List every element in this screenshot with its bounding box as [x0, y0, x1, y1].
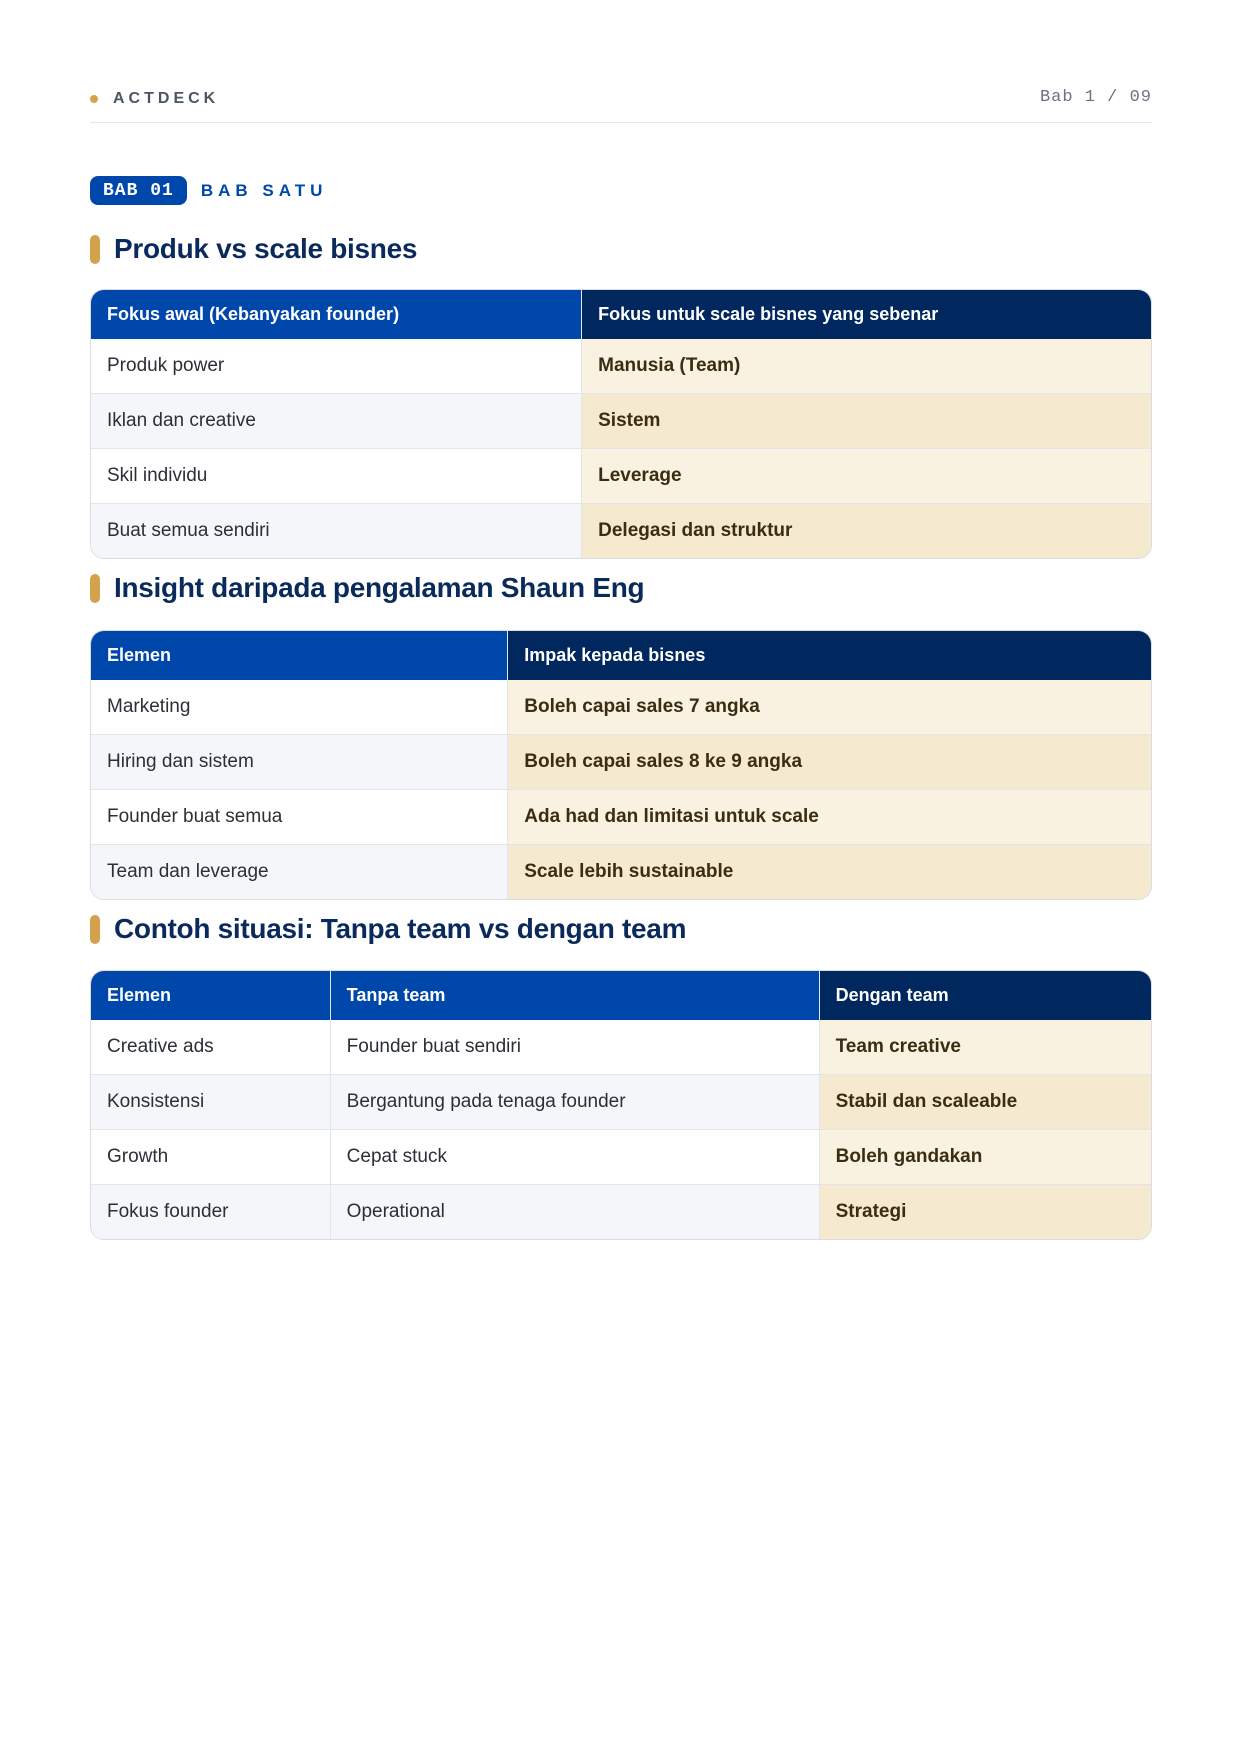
column-header: Fokus awal (Kebanyakan founder)	[91, 290, 582, 339]
table-cell: Hiring dan sistem	[91, 734, 508, 789]
brand	[90, 90, 219, 108]
table-cell: Produk power	[91, 339, 582, 393]
table-cell: Growth	[91, 1129, 331, 1184]
chapter-badge: BAB 01	[90, 176, 187, 205]
brand-name: ACTDECK	[113, 90, 220, 107]
section-title-3	[90, 913, 686, 945]
column-header: Fokus untuk scale bisnes yang sebenar	[582, 290, 1151, 339]
table-produk-vs-scale	[90, 289, 1152, 559]
table-cell-highlight: Stabil dan scaleable	[820, 1074, 1151, 1129]
page-header	[90, 86, 1152, 123]
table-cell-highlight: Boleh gandakan	[820, 1129, 1151, 1184]
table-cell-highlight: Leverage	[582, 448, 1151, 503]
chapter-row	[90, 176, 327, 205]
column-header: Tanpa team	[331, 971, 820, 1020]
section-heading: Insight daripada pengalaman Shaun Eng	[114, 572, 645, 603]
table-cell: Iklan dan creative	[91, 393, 582, 448]
table-cell-highlight: Boleh capai sales 8 ke 9 angka	[508, 734, 1151, 789]
table-cell-highlight: Delegasi dan struktur	[582, 503, 1151, 558]
table-row	[91, 680, 1151, 734]
table-row	[91, 734, 1151, 789]
chapter-label: BAB SATU	[200, 180, 328, 200]
section-heading: Produk vs scale bisnes	[114, 233, 418, 264]
table-contoh-situasi	[90, 970, 1152, 1240]
table-row	[91, 1184, 1151, 1239]
table-cell: Founder buat semua	[91, 789, 508, 844]
title-marker-icon	[90, 574, 100, 603]
table-cell: Creative ads	[91, 1020, 331, 1074]
table-cell: Cepat stuck	[331, 1129, 820, 1184]
column-header: Impak kepada bisnes	[508, 631, 1151, 680]
table-row	[91, 393, 1151, 448]
table-header-row	[91, 631, 1151, 680]
table-row	[91, 503, 1151, 558]
table-row	[91, 1074, 1151, 1129]
table-cell: Skil individu	[91, 448, 582, 503]
table-cell-highlight: Team creative	[820, 1020, 1151, 1074]
table-cell: Bergantung pada tenaga founder	[331, 1074, 820, 1129]
table-header-row	[91, 971, 1151, 1020]
table-cell-highlight: Scale lebih sustainable	[508, 844, 1151, 899]
table-cell: Marketing	[91, 680, 508, 734]
table-cell-highlight: Sistem	[582, 393, 1151, 448]
table-cell: Founder buat sendiri	[331, 1020, 820, 1074]
table-row	[91, 339, 1151, 393]
title-marker-icon	[90, 915, 100, 944]
table-cell-highlight: Boleh capai sales 7 angka	[508, 680, 1151, 734]
table-row	[91, 1129, 1151, 1184]
section-title-1	[90, 233, 417, 265]
brand-dot-icon	[90, 95, 98, 103]
table-cell: Buat semua sendiri	[91, 503, 582, 558]
table-cell: Konsistensi	[91, 1074, 331, 1129]
table-cell: Operational	[331, 1184, 820, 1239]
title-marker-icon	[90, 235, 100, 264]
table-cell-highlight: Strategi	[820, 1184, 1151, 1239]
section-heading: Contoh situasi: Tanpa team vs dengan team	[114, 913, 687, 944]
table-row	[91, 844, 1151, 899]
section-title-2	[90, 572, 644, 604]
table-row	[91, 1020, 1151, 1074]
table-cell: Fokus founder	[91, 1184, 331, 1239]
table-insight-shaun-eng	[90, 630, 1152, 900]
table-row	[91, 448, 1151, 503]
table-row	[91, 789, 1151, 844]
column-header: Dengan team	[820, 971, 1151, 1020]
table-cell-highlight: Ada had dan limitasi untuk scale	[508, 789, 1151, 844]
column-header: Elemen	[91, 971, 331, 1020]
page-indicator: Bab 1 / 09	[1039, 88, 1152, 107]
table-header-row	[91, 290, 1151, 339]
table-cell: Team dan leverage	[91, 844, 508, 899]
column-header: Elemen	[91, 631, 508, 680]
table-cell-highlight: Manusia (Team)	[582, 339, 1151, 393]
